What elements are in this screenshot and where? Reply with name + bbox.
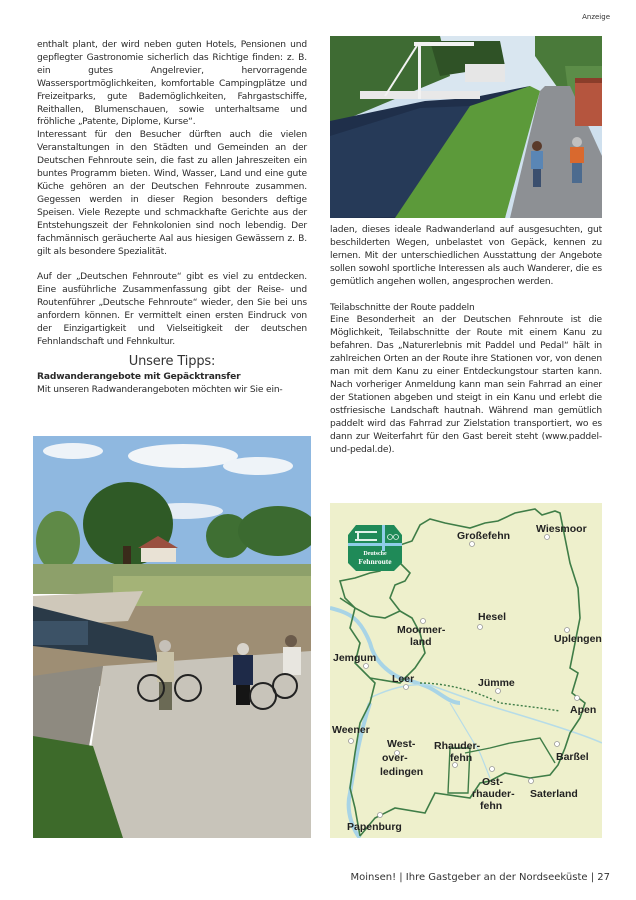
paragraph: Eine Besonderheit an der Deutschen Fehnroute ist die Möglichkeit, Teilabschnitte der Route mit einem Kanu zu befahren. Das „Naturerlebnis mit Paddel und Pedal“ hält in zahlreichen Orten an der Route ihre Stationen vor, von denen man mit dem Kanu zu einer Entdeckungstour starten kann. Nach vorheriger Anmeldung kann man sein Fahrrad an einer der Stationen abgeben und steigt in ein Kanu und erlebt die ostfriesische Landschaft hautnah. Während man gemütlich paddelt wird das Fahrrad zur Zielstation transportiert, wo es dann zur Weiterfahrt für den Gast bereit steht (www.paddel-und-pedal.de). <box>330 315 602 455</box>
label-uplengen: Uplengen <box>554 633 602 645</box>
label-jemgum: Jemgum <box>333 652 377 664</box>
route-map <box>330 503 602 838</box>
label-weener: Weener <box>332 724 370 736</box>
label-west-1: West- <box>387 738 416 750</box>
label-moormerland-2: land <box>410 636 432 648</box>
dot-jemgum <box>364 664 369 669</box>
label-hesel: Hesel <box>478 611 507 623</box>
label-apen: Apen <box>570 704 597 716</box>
dot-saterland <box>529 779 534 784</box>
dot-moormerland <box>421 619 426 624</box>
label-juemme: Jümme <box>478 677 515 689</box>
dot-uplengen <box>565 628 570 633</box>
label-ost-2: rhauder- <box>472 788 515 800</box>
canal-bridge-photo <box>330 36 602 218</box>
dot-ostrhauderfehn <box>490 767 495 772</box>
label-papenburg: Papenburg <box>347 821 402 833</box>
paragraph: Mit unseren Radwanderangeboten möchten wir Sie ein- <box>37 384 283 395</box>
subheading: Radwanderangebote mit Gepäcktransfer <box>37 371 241 382</box>
label-saterland: Saterland <box>530 788 578 800</box>
subheading: Teilabschnitte der Route paddeln <box>330 302 475 313</box>
label-leer: Leer <box>392 673 415 685</box>
paragraph: enthalt plant, der wird neben guten Hotels, Pensionen und gepflegter Gastronomie sicherlich das Richtige finden: z. B. ein gutes Angelrevier, hervorragende Wassersportmöglichkeiten, komfortable Campingplätze und Freizeitparks, gute Bademöglichkeiten, Fahrgastschiffe, Reithallen, Blumenschauen, sowie unterhaltsame und fröhliche „Patente, Diplome, Kurse“. <box>37 40 307 128</box>
dot-hesel <box>478 625 483 630</box>
label-ost-1: Ost- <box>482 776 503 788</box>
label-barssel: Barßel <box>556 751 589 763</box>
label-moormerland-1: Moormer- <box>397 624 446 636</box>
logo-line2: Fehnroute <box>358 557 392 566</box>
ferry-landing-photo <box>33 436 311 838</box>
dot-papenburg <box>378 813 383 818</box>
advert-label: Anzeige <box>582 13 610 21</box>
dot-grossefehn <box>470 542 475 547</box>
paragraph: Auf der „Deutschen Fehnroute“ gibt es viel zu entdecken. Eine ausführliche Zusammenfassung gibt der Reise- und Routenführer „Deutsche Fehnroute“ wieder, den Sie bei uns anfordern können. Er vermittelt einen ersten Eindruck von der Einzigartigkeit und Vielseitigkeit der deutschen Fehnlandschaft und Fehnkultur. <box>37 272 307 347</box>
label-ost-3: fehn <box>480 800 503 812</box>
paragraph: Interessant für den Besucher dürften auch die vielen Veranstaltungen in den Städten und Gemeinden an der Deutschen Fehnroute sein, die fast zu allen Jahreszeiten ein buntes Programm bieten. Wind, Wasser, Land und eine gute Küche gehören an der Deutschen Fehnroute zusammen. Gegessen werden in dieser Region besonders deftige Speisen. Viele Rezepte und schmackhafte Gerichte aus der Entstehungszeit der Fehnkolonien sind noch lebendig. Der fachmännisch geräucherte Aal aus hiesigen Gewässern z. B. gilt als besondere Spezialität. <box>37 130 307 257</box>
page-footer: Moinsen! | Ihre Gastgeber an der Nordseeküste | 27 <box>350 872 610 883</box>
label-west-3: ledingen <box>380 766 424 778</box>
dot-wiesmoor <box>545 535 550 540</box>
paragraph: laden, dieses ideale Radwanderland auf ausgesuchten, gut beschilderten Wegen, unbelastet von Gepäck, kennen zu lernen. Mit der unterschiedlichen Ausstattung der Angebote sollen sowohl sportliche Interessen als auch Wanderer, die es gemütlich angehen wollen, angesprochen werden. <box>330 225 602 287</box>
river-leda <box>370 685 602 743</box>
label-west-2: over- <box>382 752 408 764</box>
label-rhauder-1: Rhauder- <box>434 740 481 752</box>
tips-heading: Unsere Tipps: <box>128 353 216 369</box>
dot-apen <box>575 696 580 701</box>
fehnroute-logo <box>348 525 402 571</box>
dot-juemme <box>496 689 501 694</box>
left-column <box>37 39 307 397</box>
dot-barssel <box>555 742 560 747</box>
dot-leer <box>404 685 409 690</box>
logo-line1: Deutsche <box>363 551 387 557</box>
right-column <box>330 224 602 456</box>
label-grossefehn: Großefehn <box>457 530 511 542</box>
dot-weener <box>349 739 354 744</box>
route-line-west <box>340 598 375 836</box>
label-wiesmoor: Wiesmoor <box>536 523 587 535</box>
label-rhauder-2: fehn <box>450 752 473 764</box>
